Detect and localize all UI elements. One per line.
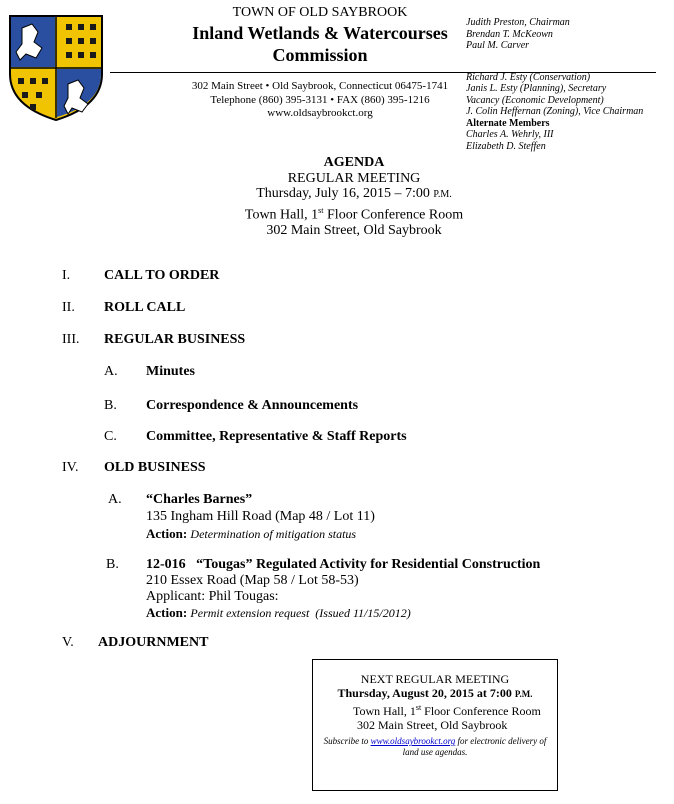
item-v-title: ADJOURNMENT (98, 635, 209, 650)
member: J. Colin Heffernan (Zoning), Vice Chairman (466, 106, 644, 117)
contact-block (170, 80, 470, 121)
next-meeting-date (313, 686, 557, 701)
alternates-label: Alternate Members (466, 117, 550, 129)
member: Vacancy (Economic Development) (466, 94, 604, 106)
members-list (466, 17, 666, 152)
location-post: Floor Conference Room (323, 207, 464, 223)
meeting-pm: P.M. (433, 189, 452, 200)
item-iii-c-title: Committee, Representative & Staff Reports (146, 429, 407, 444)
action-label: Action: (146, 605, 188, 620)
meeting-address: 302 Main Street, Old Saybrook (266, 222, 442, 238)
location-sup: st (415, 703, 422, 712)
meeting-date-text: Thursday, July 16, 2015 – 7:00 (256, 186, 430, 201)
subscribe-link[interactable]: www.oldsaybrookct.org (370, 736, 456, 746)
item-iv-b-title: 12-016 “Tougas” Regulated Activity for Residential Construction (146, 557, 541, 572)
agenda-title: AGENDA (323, 155, 385, 170)
item-iv-a-title: “Charles Barnes” (146, 492, 253, 507)
town-name: TOWN OF OLD SAYBROOK (232, 5, 408, 20)
item-iv-a-action (146, 526, 356, 542)
website: www.oldsaybrookct.org (267, 107, 373, 119)
item-iv-b-action (146, 605, 411, 621)
item-iii-title: REGULAR BUSINESS (104, 332, 246, 347)
member: Brendan T. McKeown (466, 28, 553, 40)
location-pre: Town Hall, 1 (353, 704, 416, 718)
alternate-member: Elizabeth D. Steffen (466, 140, 546, 152)
next-meeting-location (313, 701, 557, 718)
action-text: Permit extension request (Issued 11/15/2012) (190, 606, 411, 620)
item-iv-title: OLD BUSINESS (104, 460, 206, 475)
location-pre: Town Hall, 1 (244, 207, 319, 223)
item-iv-b-address: 210 Essex Road (Map 58 / Lot 58-53) (146, 573, 359, 588)
phone-fax: Telephone (860) 395-3131 • FAX (860) 395-1216 (210, 93, 430, 106)
item-iii-c-number: C. (104, 429, 117, 444)
item-iii-number: III. (62, 332, 80, 347)
subscribe-pre: Subscribe to (323, 736, 371, 746)
subscribe-note-line2: land use agendas. (402, 747, 468, 757)
meeting-date (200, 186, 508, 203)
item-iii-b-number: B. (104, 398, 117, 413)
item-i-title: CALL TO ORDER (104, 268, 220, 283)
subscribe-note (313, 736, 557, 747)
item-ii-number: II. (62, 300, 75, 315)
member: Janis L. Esty (Planning), Secretary (466, 83, 607, 94)
member: Judith Preston, Chairman (466, 17, 570, 28)
item-v-number: V. (62, 635, 74, 650)
member: Paul M. Carver (466, 40, 530, 51)
item-iv-a-number: A. (108, 492, 122, 507)
subscribe-post: for electronic delivery of (455, 736, 547, 746)
commission-title-line1: Inland Wetlands & Watercourses (192, 23, 448, 43)
item-i-number: I. (62, 268, 71, 283)
member: Richard J. Esty (Conservation) (466, 71, 591, 83)
commission-title-line2: Commission (272, 45, 368, 65)
agenda-header (200, 155, 508, 238)
meeting-type: REGULAR MEETING (287, 170, 421, 186)
next-meeting-address: 302 Main Street, Old Saybrook (357, 718, 508, 732)
town-seal-logo (8, 14, 104, 122)
action-text: Determination of mitigation status (190, 527, 357, 541)
meeting-location (200, 203, 508, 223)
item-iii-b-title: Correspondence & Announcements (146, 398, 359, 413)
street-address: 302 Main Street • Old Saybrook, Connecticut 06475-1741 (191, 80, 449, 92)
location-sup: st (318, 205, 324, 215)
item-iii-a-title: Minutes (146, 364, 195, 379)
next-meeting-pm: P.M. (514, 689, 533, 699)
commission-title (160, 22, 480, 66)
next-meeting-date-text: Thursday, August 20, 2015 at 7:00 (337, 686, 512, 700)
item-iv-b-number: B. (106, 557, 119, 572)
item-ii-title: ROLL CALL (104, 300, 186, 315)
item-iv-a-address: 135 Ingham Hill Road (Map 48 / Lot 11) (146, 509, 375, 524)
action-label: Action: (146, 526, 188, 541)
item-iv-number: IV. (62, 460, 79, 475)
next-meeting-box (312, 659, 558, 791)
item-iv-b-applicant: Applicant: Phil Tougas: (146, 589, 279, 604)
item-iii-a-number: A. (104, 364, 118, 379)
location-post: Floor Conference Room (421, 704, 541, 718)
next-meeting-heading: NEXT REGULAR MEETING (360, 672, 510, 686)
alternate-member: Charles A. Wehrly, III (466, 129, 554, 140)
